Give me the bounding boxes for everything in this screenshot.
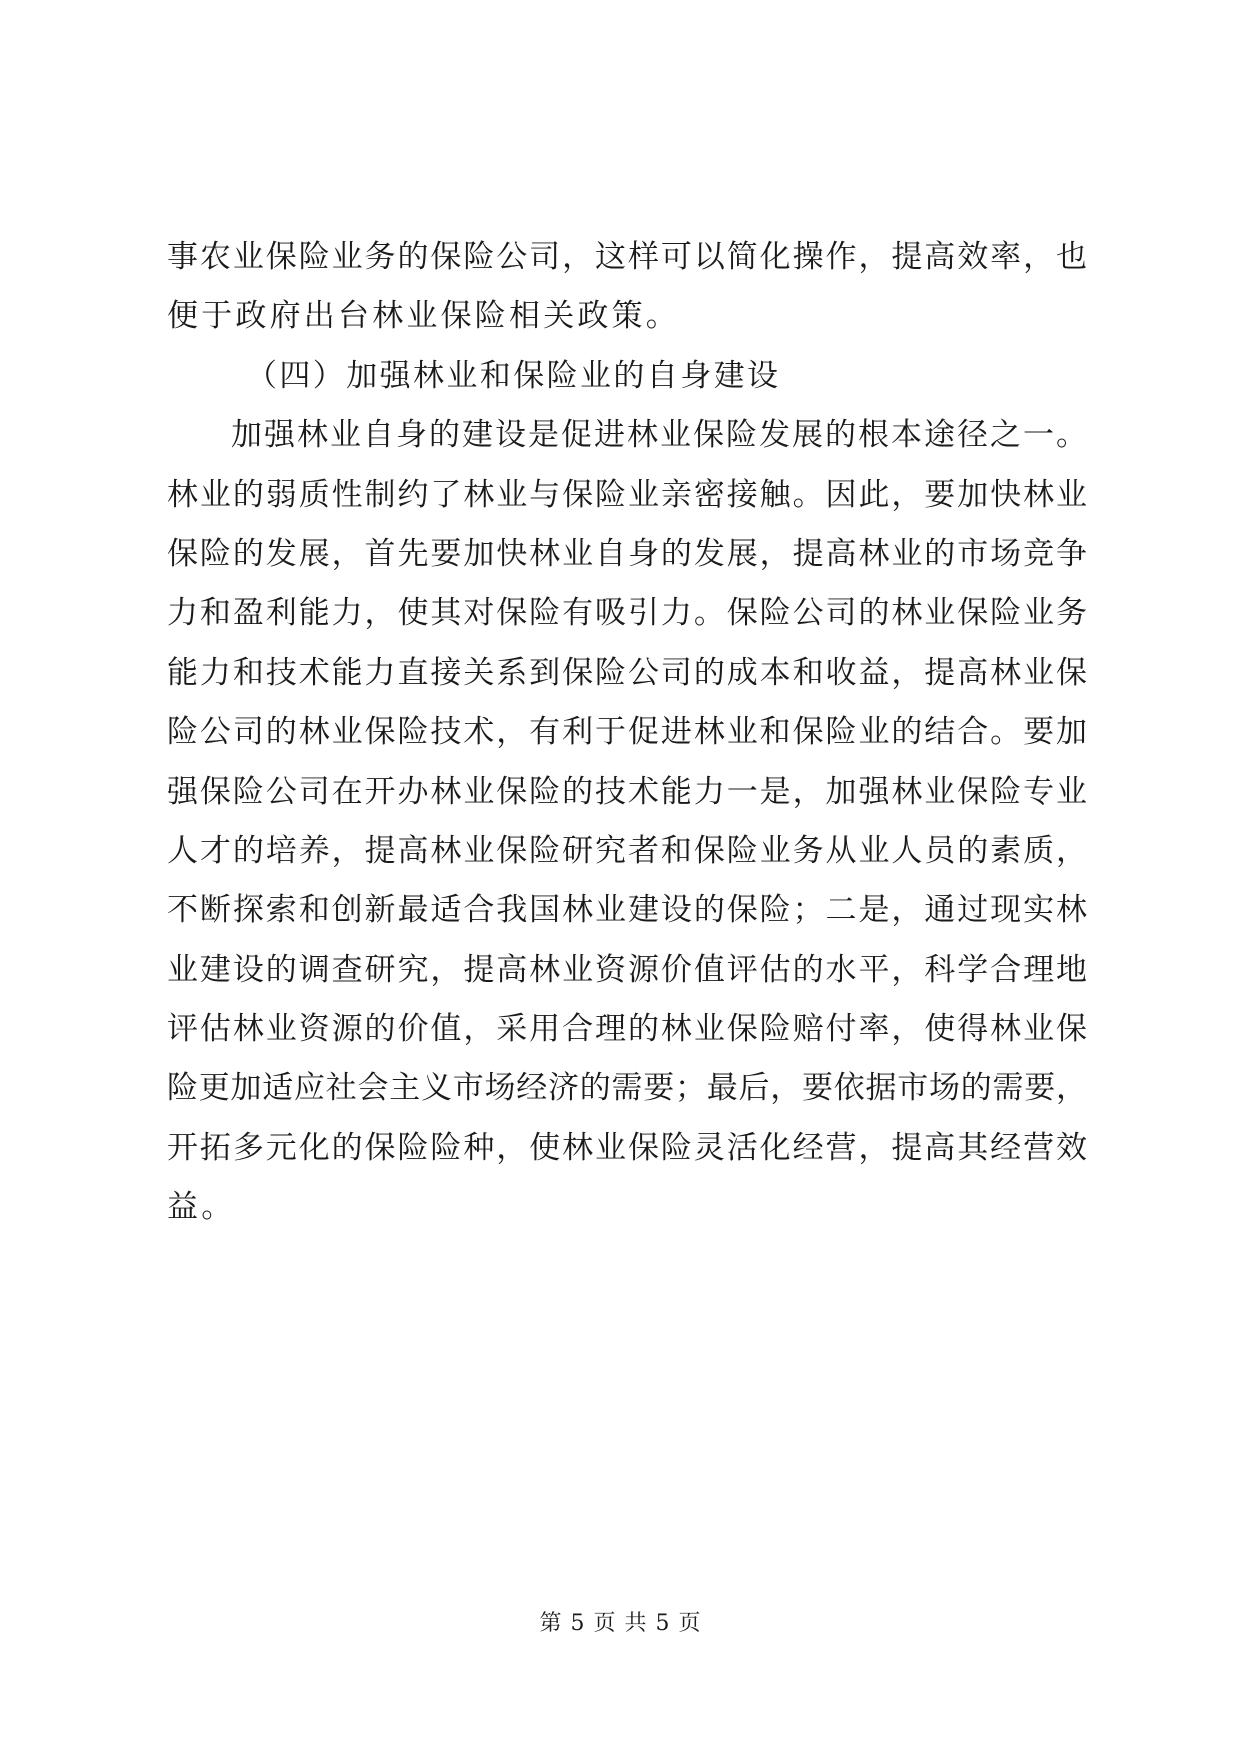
body-line: 不断探索和创新最适合我国林业建设的保险；二是，通过现实林 — [167, 892, 1087, 929]
section-heading: （四）加强林业和保险业的自身建设 — [246, 357, 781, 394]
body-line: 加强林业自身的建设是促进林业保险发展的根本途径之一。 — [231, 417, 1087, 454]
document-body — [167, 228, 1087, 1238]
body-line: 林业的弱质性制约了林业与保险业亲密接触。因此，要加快林业 — [167, 476, 1087, 513]
body-line: 险更加适应社会主义市场经济的需要；最后，要依据市场的需要， — [167, 1070, 1087, 1107]
body-line: 保险的发展，首先要加快林业自身的发展，提高林业的市场竞争 — [167, 535, 1087, 572]
body-line: 开拓多元化的保险险种，使林业保险灵活化经营，提高其经营效 — [167, 1129, 1087, 1166]
body-line: 力和盈利能力，使其对保险有吸引力。保险公司的林业保险业务 — [167, 595, 1087, 632]
body-line: 能力和技术能力直接关系到保险公司的成本和收益，提高林业保 — [167, 654, 1087, 691]
body-line: 强保险公司在开办林业保险的技术能力一是，加强林业保险专业 — [167, 773, 1087, 810]
page-number-footer: 第 5 页 共 5 页 — [539, 1611, 702, 1636]
body-line: 事农业保险业务的保险公司，这样可以简化操作，提高效率，也 — [167, 239, 1087, 275]
body-line: 险公司的林业保险技术，有利于促进林业和保险业的结合。要加 — [167, 714, 1087, 751]
body-line: 业建设的调查研究，提高林业资源价值评估的水平，科学合理地 — [167, 951, 1087, 988]
body-line: 评估林业资源的价值，采用合理的林业保险赔付率，使得林业保 — [167, 1011, 1087, 1048]
body-line: 益。 — [167, 1189, 236, 1226]
body-line: 人才的培养，提高林业保险研究者和保险业务从业人员的素质， — [167, 832, 1087, 869]
body-line: 便于政府出台林业保险相关政策。 — [167, 298, 680, 335]
